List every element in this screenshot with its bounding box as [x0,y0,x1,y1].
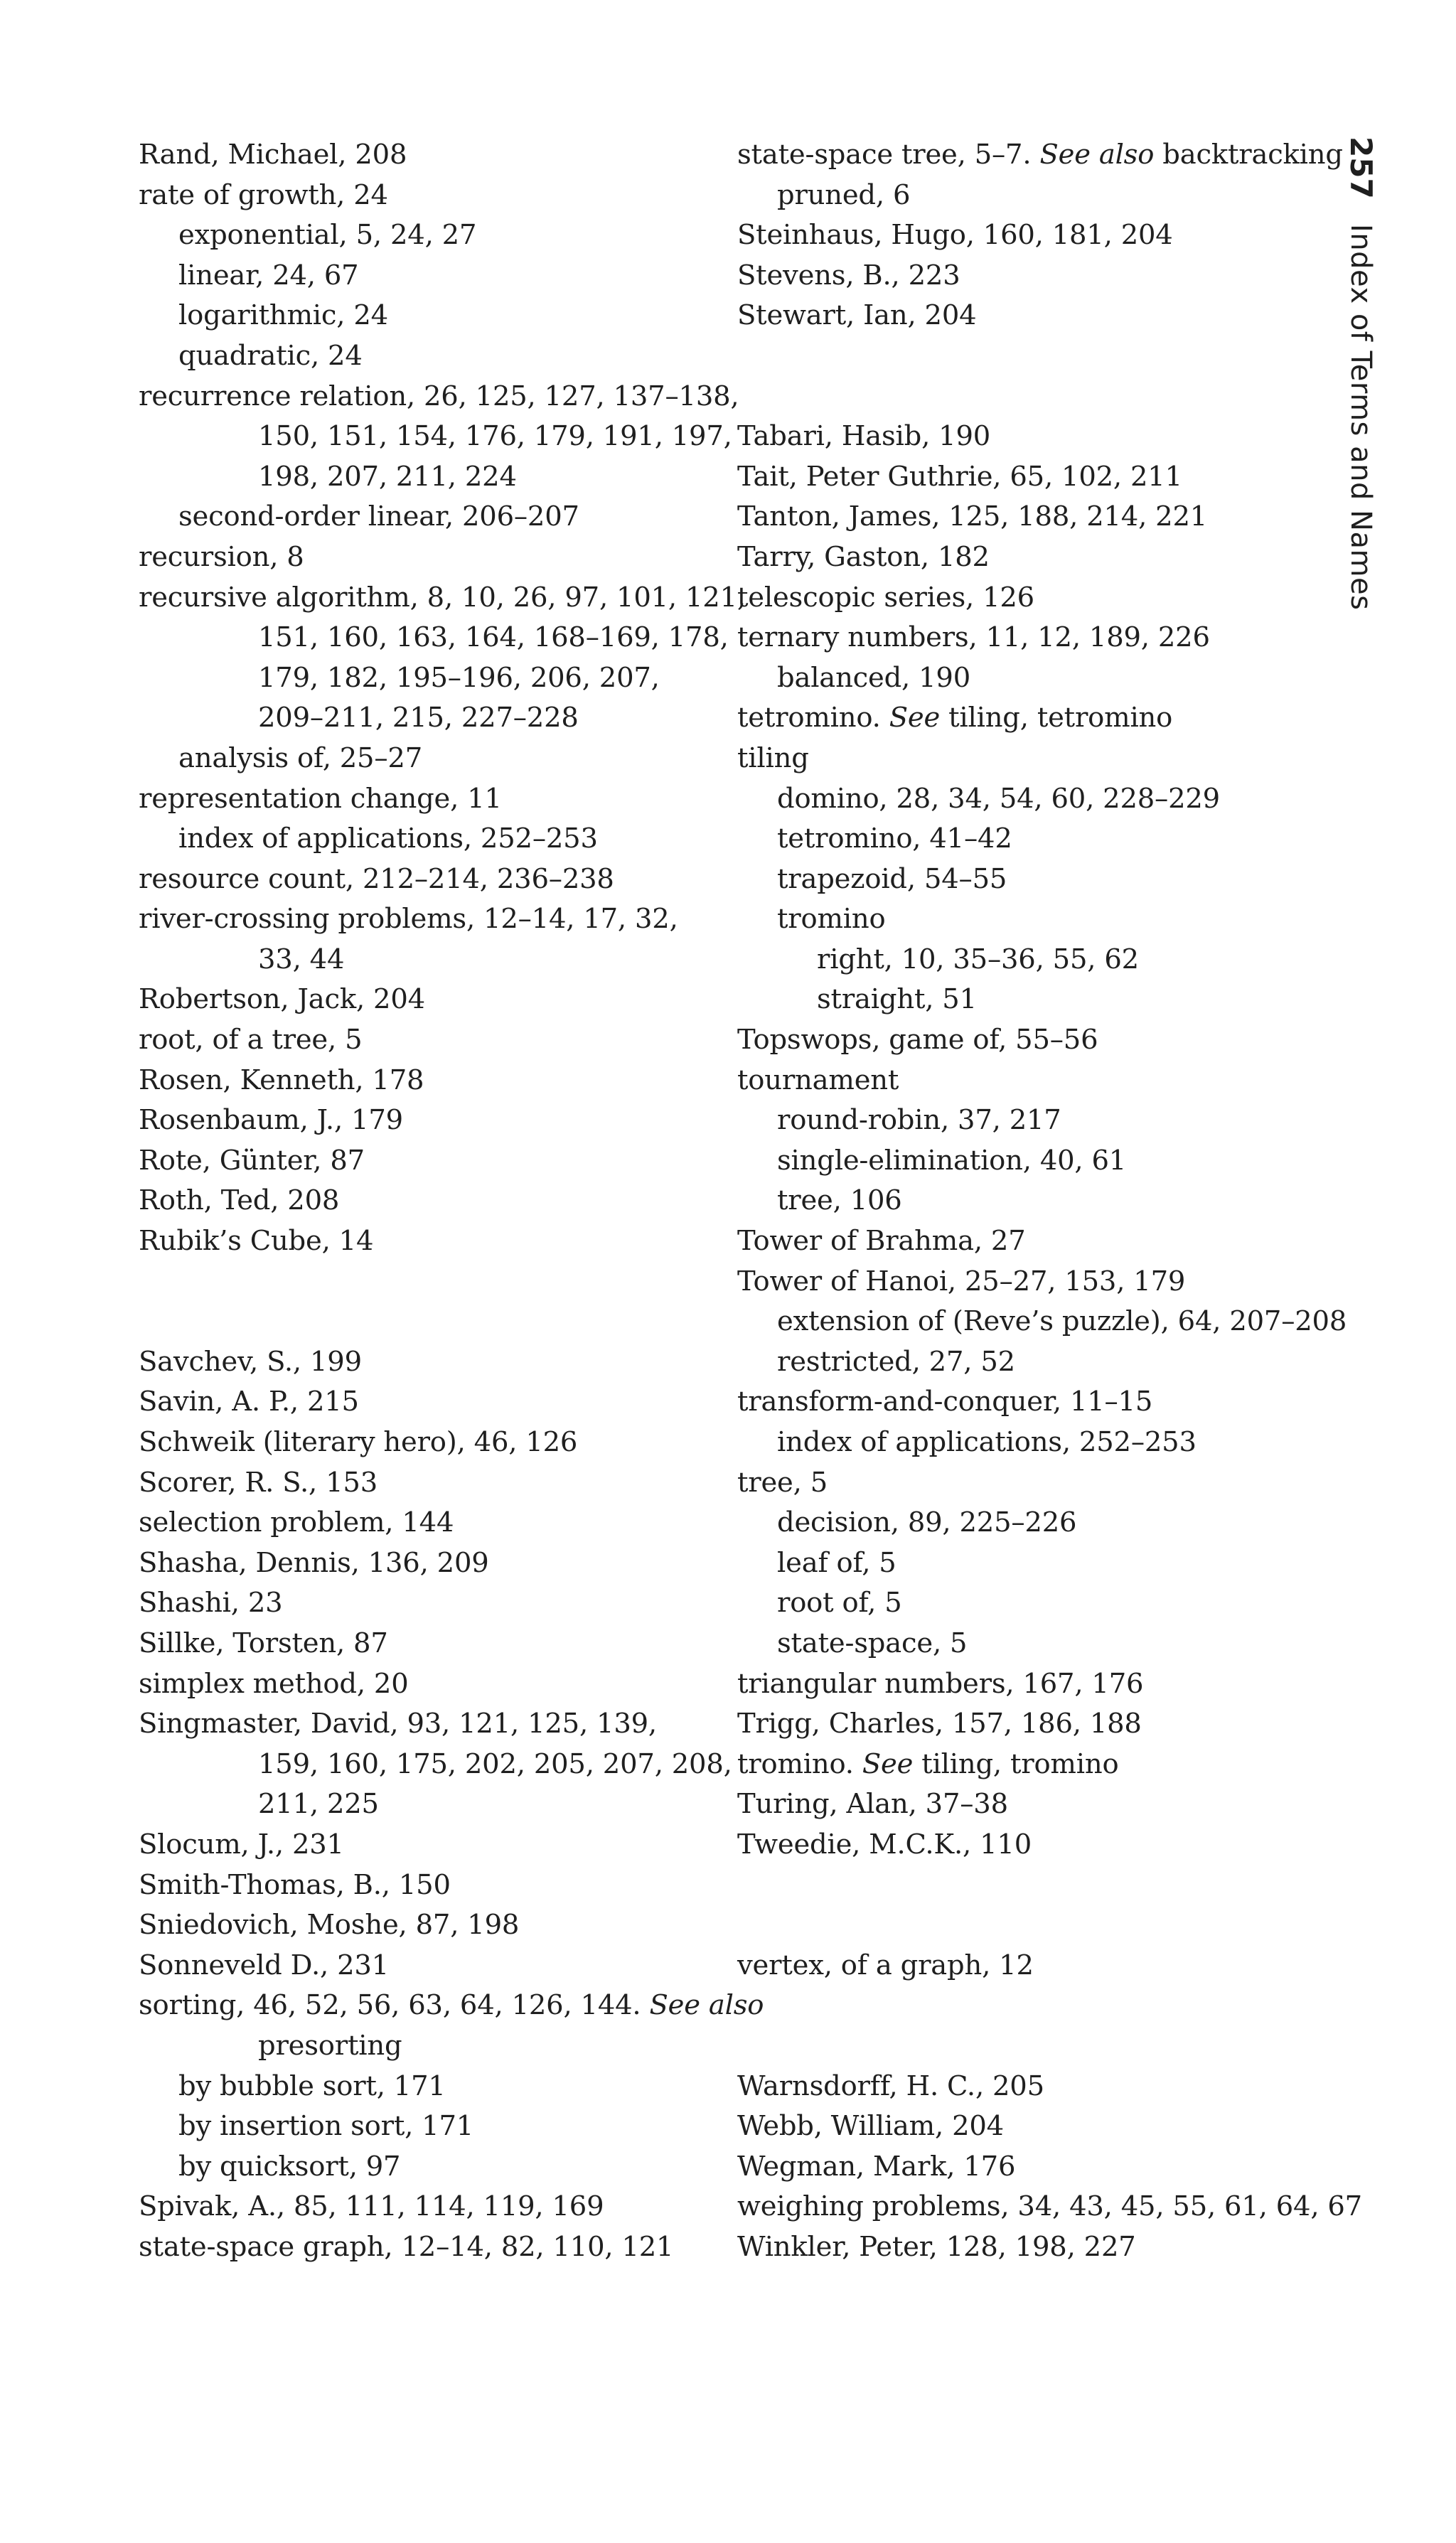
index-entry [737,698,1320,739]
index-entry-text: restricted, 27, 52 [777,1345,1015,1378]
index-entry [737,497,1320,537]
index-subentry [139,739,707,779]
index-entry-text: tromino. [737,1747,862,1780]
index-entry-text: Scorer, R. S., 153 [139,1466,378,1499]
index-entry-text: tiling [737,742,809,774]
cross-reference-target: backtracking [1154,139,1343,171]
index-entry-text: Tabari, Hasib, 190 [737,420,991,453]
index-entry-text: telescopic series, 126 [737,581,1034,614]
index-entry [737,1463,1320,1504]
index-subentry [737,1141,1320,1182]
index-entry [139,176,707,216]
index-entry [139,377,739,417]
index-entry [139,1181,707,1221]
index-subentry [737,1543,1320,1584]
index-subentry [737,1583,1320,1624]
index-entry-text: round-robin, 37, 217 [777,1104,1061,1137]
index-entry-text: tree, 106 [777,1184,902,1217]
index-entry [139,1624,707,1664]
index-subentry [737,940,1320,980]
index-entry-text: selection problem, 144 [139,1506,454,1539]
index-subentry [139,940,707,980]
index-entry-text: extension of (Reve’s puzzle), 64, 207–208 [777,1305,1347,1338]
index-entry-text: Tower of Brahma, 27 [737,1225,1026,1258]
index-entry-text: pruned, 6 [777,178,911,211]
index-entry-text: Smith-Thomas, B., 150 [139,1868,451,1901]
index-subentry [139,215,707,256]
index-entry [737,1704,1320,1745]
index-entry-text: Spivak, A., 85, 111, 114, 119, 169 [139,2190,604,2223]
index-entry-text: rate of growth, 24 [139,178,388,211]
index-entry-text: domino, 28, 34, 54, 60, 228–229 [777,782,1220,815]
index-entry-text: 151, 160, 163, 164, 168–169, 178, [258,621,729,654]
index-entry-text: by insertion sort, 171 [178,2110,474,2143]
index-entry-text: 150, 151, 154, 176, 179, 191, 197, [258,420,732,453]
index-entry-text: Savin, A. P., 215 [139,1386,359,1418]
index-entry [737,1382,1320,1423]
index-entry [737,2147,1320,2188]
index-entry [737,256,1320,296]
index-entry-text: Trigg, Charles, 157, 186, 188 [737,1708,1142,1740]
index-entry-text: Sillke, Torsten, 87 [139,1627,388,1659]
index-entry-text: 33, 44 [258,943,345,975]
index-entry [139,2187,707,2227]
index-entry [139,1946,707,1986]
index-subentry [737,1423,1320,1463]
index-entry [139,1503,707,1543]
index-entry-text: trapezoid, 54–55 [777,862,1007,895]
index-subentry [139,497,707,537]
index-entry [737,1745,1320,1785]
index-entry [737,1664,1320,1705]
index-entry [139,1020,707,1061]
index-subentry [139,336,707,377]
index-entry [139,860,707,900]
index-entry-text: recursive algorithm, 8, 10, 26, 97, 101, 121, [139,581,746,614]
index-subentry [139,2106,707,2147]
index-letter-gap [737,1865,1320,1906]
index-entry-text: recursion, 8 [139,540,304,573]
index-entry [737,618,1320,658]
index-entry [139,779,707,820]
index-entry-text: state-space, 5 [777,1627,968,1659]
index-entry-text: tetromino, 41–42 [777,823,1012,855]
index-entry [139,1061,707,1101]
index-subentry [139,698,707,739]
index-entry [737,2227,1320,2268]
index-entry-text: logarithmic, 24 [178,299,388,332]
index-entry [139,1905,707,1946]
index-subentry [139,296,707,336]
index-entry-text: leaf of, 5 [777,1546,896,1579]
index-entry [737,296,1320,336]
index-entry-text: 179, 182, 195–196, 206, 207, [258,661,660,694]
index-entry-text: tree, 5 [737,1466,828,1499]
index-entry-text: Tarry, Gaston, 182 [737,540,990,573]
index-subentry [139,1784,707,1825]
index-entry-text: 211, 225 [258,1788,379,1821]
index-letter-gap [139,1302,707,1342]
index-entry-text: Rosenbaum, J., 179 [139,1104,403,1137]
index-entry [737,2106,1320,2147]
index-entry [737,1221,1320,1262]
index-entry-text: Slocum, J., 231 [139,1828,344,1861]
index-entry-text: presorting [258,2029,402,2062]
index-entry [139,1423,707,1463]
index-subentry [737,779,1320,820]
index-letter-gap [139,1262,707,1302]
index-entry-text: quadratic, 24 [178,339,363,372]
index-entry-text: Shasha, Dennis, 136, 209 [139,1546,489,1579]
index-entry-text: Robertson, Jack, 204 [139,983,425,1016]
index-entry-text: Stewart, Ian, 204 [737,299,977,332]
index-entry-text: Steinhaus, Hugo, 160, 181, 204 [737,219,1173,252]
index-entry-text: index of applications, 252–253 [178,823,598,855]
index-entry-text: Sonneveld D., 231 [139,1949,389,1981]
index-entry-text: Schweik (literary hero), 46, 126 [139,1426,578,1458]
index-entry-text: transform-and-conquer, 11–15 [737,1386,1153,1418]
index-entry [737,739,1320,779]
index-entry [139,1704,707,1745]
index-subentry [139,658,707,699]
index-entry [737,1825,1320,1865]
index-subentry [139,618,729,658]
section-title: Index of Terms and Names [1344,223,1377,611]
index-entry [139,1342,707,1383]
index-entry-text: balanced, 190 [777,661,971,694]
index-entry [139,899,707,940]
index-entry [737,1262,1320,1302]
index-entry [737,1020,1320,1061]
index-subentry [139,457,707,498]
index-entry-text: Roth, Ted, 208 [139,1184,340,1217]
index-entry [139,1463,707,1504]
cross-reference-label: See also [1039,139,1155,171]
index-entry [139,1543,707,1584]
index-entry-text: Rosen, Kenneth, 178 [139,1064,424,1096]
index-entry [737,1784,1320,1825]
running-head [1344,136,1379,610]
index-subentry [737,1302,1347,1342]
index-entry [737,135,1343,176]
index-entry-text: resource count, 212–214, 236–238 [139,862,614,895]
index-subentry [139,2067,707,2107]
index-entry-text: by bubble sort, 171 [178,2070,446,2102]
index-entry [139,537,707,578]
index-entry [139,1583,707,1624]
index-entry [737,215,1320,256]
index-entry [139,1101,707,1141]
index-entry [139,1382,707,1423]
index-entry-text: Topswops, game of, 55–56 [737,1024,1098,1056]
index-entry-text: Savchev, S., 199 [139,1345,362,1378]
index-subentry [737,1101,1320,1141]
index-entry [139,2227,707,2268]
index-entry [139,1221,707,1262]
index-subentry [737,176,1320,216]
index-entry-text: root, of a tree, 5 [139,1024,363,1056]
index-letter-gap [737,2026,1320,2067]
index-entry-text: Warnsdorff, H. C., 205 [737,2070,1044,2102]
index-entry-text: linear, 24, 67 [178,259,359,291]
index-entry-text: state-space graph, 12–14, 82, 110, 121 [139,2230,674,2263]
index-entry-text: ternary numbers, 11, 12, 189, 226 [737,621,1210,654]
index-entry [737,2187,1362,2227]
index-entry-text: Tait, Peter Guthrie, 65, 102, 211 [737,460,1182,493]
index-column-left [139,135,764,2267]
index-entry-text: Stevens, B., 223 [737,259,960,291]
index-entry [139,1664,707,1705]
index-entry-text: 209–211, 215, 227–228 [258,702,579,734]
cross-reference-label: See also [649,1989,764,2022]
index-subentry [139,819,707,860]
index-entry-text: root of, 5 [777,1587,902,1620]
index-subentry [737,1342,1320,1383]
index-entry-text: Winkler, Peter, 128, 198, 227 [737,2230,1136,2263]
index-entry [737,417,1320,457]
index-letter-gap [737,336,1320,377]
index-entry-text: Tower of Hanoi, 25–27, 153, 179 [737,1265,1186,1297]
index-entry-text: Webb, William, 204 [737,2110,1004,2143]
index-entry [737,537,1320,578]
index-entry [737,2067,1320,2107]
index-subentry [737,658,1320,699]
page-number: 257 [1344,136,1379,199]
index-entry [737,1061,1320,1101]
index-letter-gap [737,377,1320,417]
index-entry-text: analysis of, 25–27 [178,742,422,774]
index-entry-text: Rubik’s Cube, 14 [139,1225,374,1258]
cross-reference-target: tiling, tromino [913,1747,1119,1780]
index-entry [737,1946,1320,1986]
index-entry-text: second-order linear, 206–207 [178,500,579,533]
index-entry [139,1141,707,1182]
index-subentry [737,1624,1320,1664]
index-subentry [737,1181,1320,1221]
index-entry-text: weighing problems, 34, 43, 45, 55, 61, 64, 67 [737,2190,1362,2223]
index-entry-text: triangular numbers, 167, 176 [737,1667,1144,1700]
index-entry-text: Rand, Michael, 208 [139,139,407,171]
index-entry [139,135,707,176]
index-entry-text: index of applications, 252–253 [777,1426,1197,1458]
cross-reference-label: See [862,1747,914,1780]
index-letter-gap [737,1905,1320,1946]
index-entry-text: Wegman, Mark, 176 [737,2150,1016,2183]
index-entry [139,1986,764,2026]
index-subentry [737,860,1320,900]
index-entry-text: sorting, 46, 52, 56, 63, 64, 126, 144. [139,1989,650,2022]
index-entry-text: straight, 51 [817,983,977,1016]
index-entry-text: exponential, 5, 24, 27 [178,219,477,252]
index-subentry [139,2147,707,2188]
index-subentry [737,980,1320,1020]
index-entry-text: Rote, Günter, 87 [139,1144,365,1177]
index-entry-text: by quicksort, 97 [178,2150,401,2183]
index-entry-text: tromino [777,903,886,936]
index-subentry [139,2026,707,2067]
index-subentry [737,1503,1320,1543]
index-entry-text: representation change, 11 [139,782,502,815]
index-subentry [737,819,1320,860]
index-entry [139,1825,707,1865]
index-subentry [139,417,732,457]
index-entry-text: Singmaster, David, 93, 121, 125, 139, [139,1708,657,1740]
index-entry-text: 198, 207, 211, 224 [258,460,517,493]
index-entry-text: state-space tree, 5–7. [737,139,1040,171]
index-entry-text: Turing, Alan, 37–38 [737,1788,1008,1821]
index-entry-text: simplex method, 20 [139,1667,409,1700]
index-entry-text: Sniedovich, Moshe, 87, 198 [139,1909,520,1942]
index-subentry [139,1745,732,1785]
index-subentry [737,899,1320,940]
index-entry [139,578,746,619]
index-entry-text: decision, 89, 225–226 [777,1506,1077,1539]
index-entry [139,1865,707,1906]
index-entry-text: tournament [737,1064,899,1096]
index-entry-text: Tweedie, M.C.K., 110 [737,1828,1032,1861]
index-entry [139,980,707,1020]
index-entry-text: Shashi, 23 [139,1587,283,1620]
index-entry-text: river-crossing problems, 12–14, 17, 32, [139,903,678,936]
index-entry-text: Tanton, James, 125, 188, 214, 221 [737,500,1208,533]
index-entry [737,457,1320,498]
index-entry-text: single-elimination, 40, 61 [777,1144,1127,1177]
index-entry-text: tetromino. [737,702,889,734]
index-entry [737,578,1320,619]
index-subentry [139,256,707,296]
index-entry-text: 159, 160, 175, 202, 205, 207, 208, [258,1747,732,1780]
index-entry-text: recurrence relation, 26, 125, 127, 137–138, [139,380,739,412]
index-entry-text: vertex, of a graph, 12 [737,1949,1034,1981]
cross-reference-label: See [889,702,941,734]
index-letter-gap [737,1986,1320,2026]
cross-reference-target: tiling, tetromino [940,702,1173,734]
index-entry-text: right, 10, 35–36, 55, 62 [817,943,1139,975]
